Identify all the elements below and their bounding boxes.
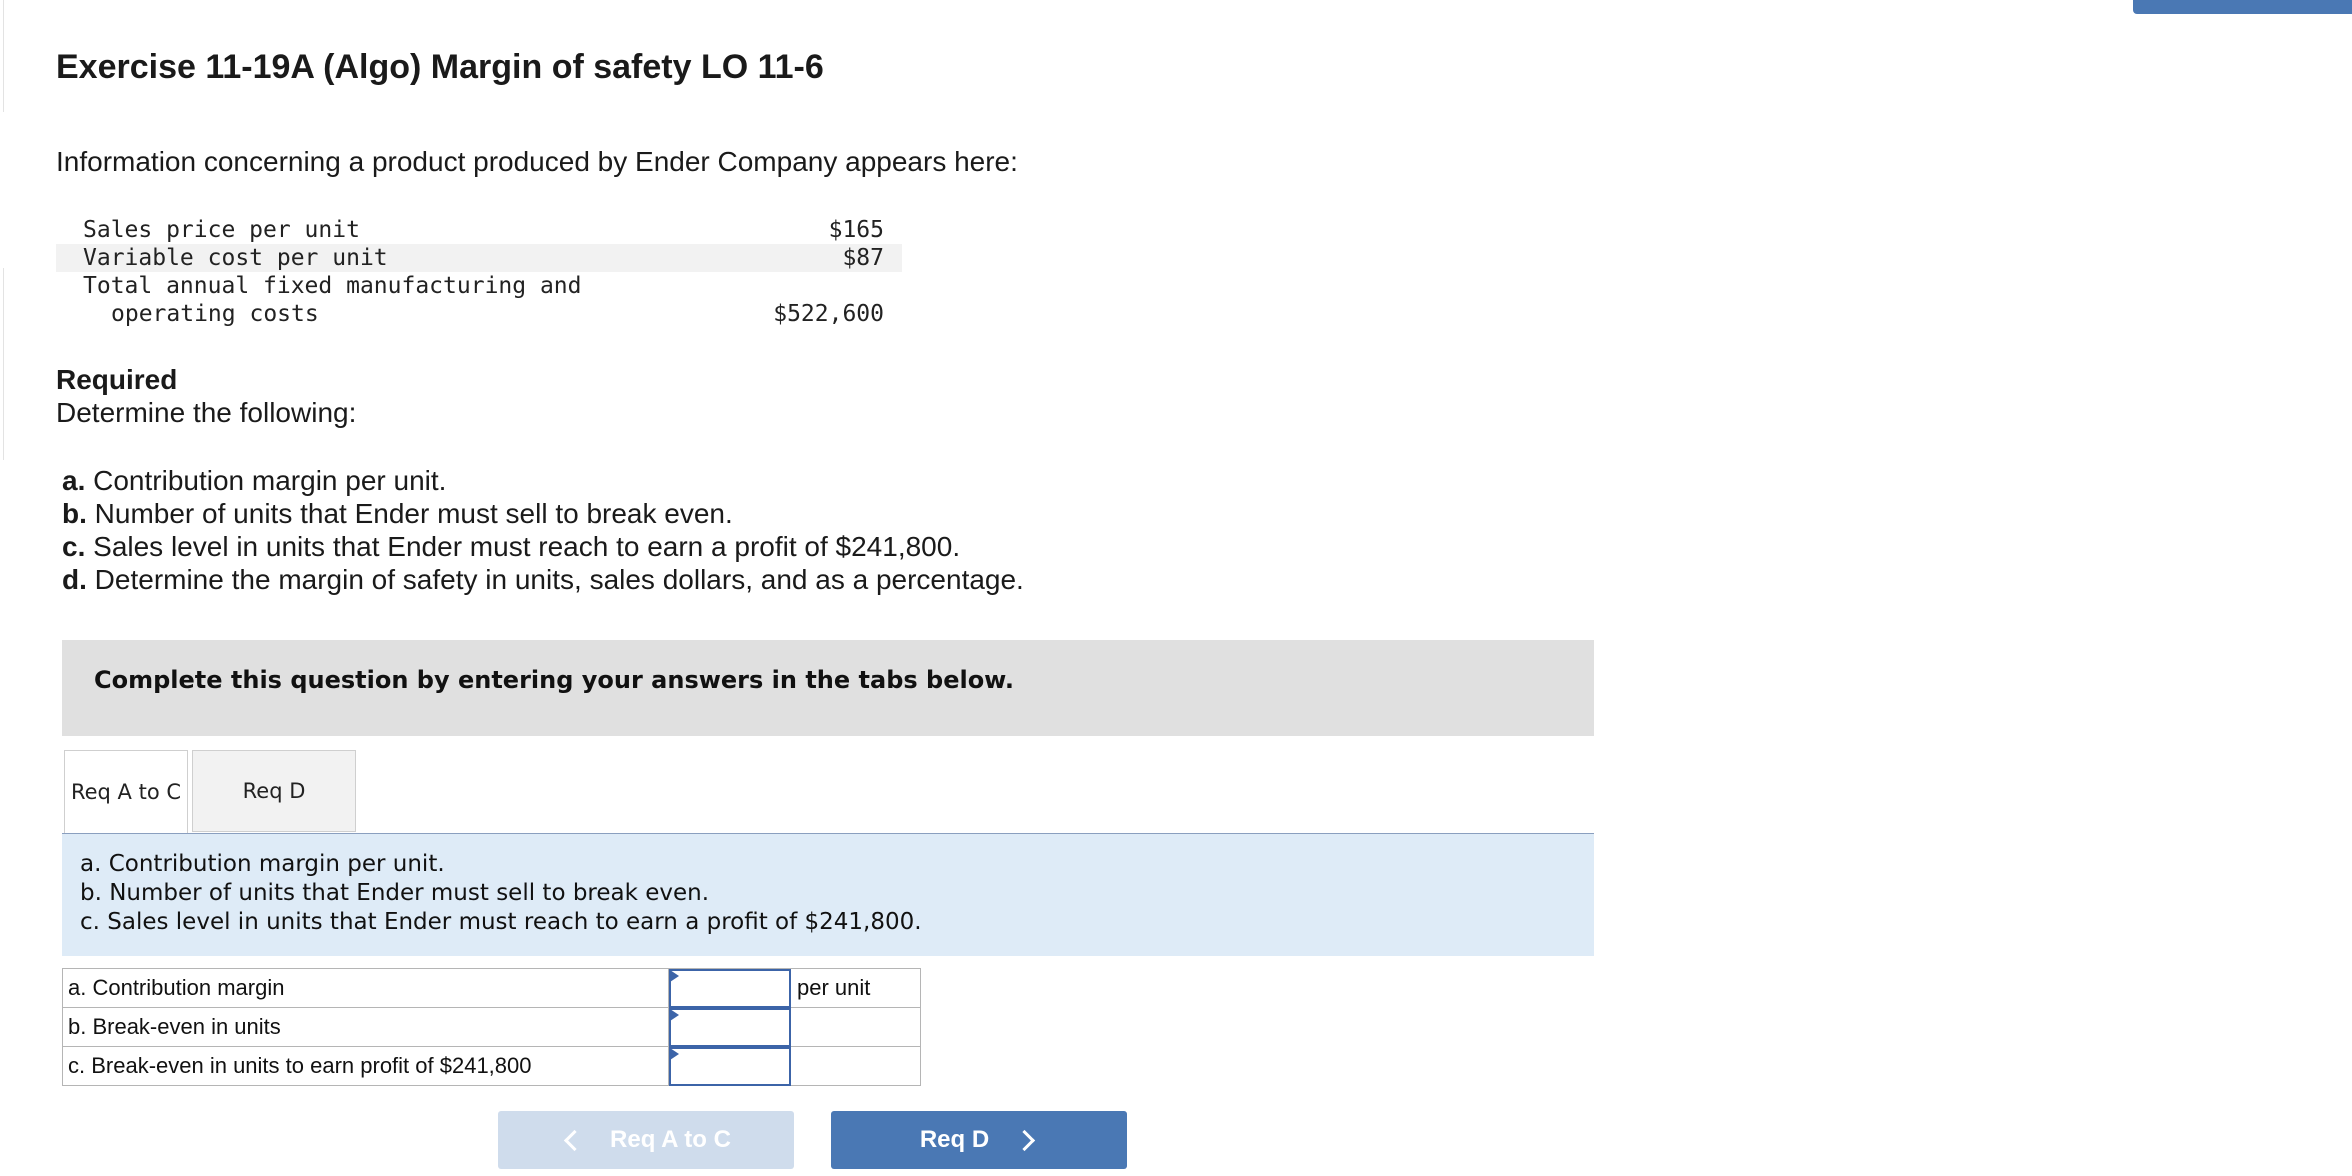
- item-letter: b.: [62, 498, 87, 529]
- tab-panel-description: [62, 834, 1594, 956]
- chevron-right-icon: [1014, 1129, 1035, 1150]
- row-label: c. Break-even in units to earn profit of $241,800: [63, 1047, 669, 1086]
- list-item: [62, 464, 1024, 497]
- answer-cell: [669, 969, 791, 1008]
- chevron-left-icon: [564, 1129, 585, 1150]
- tab-req-a-to-c[interactable]: Req A to C: [64, 750, 188, 834]
- next-button[interactable]: [831, 1111, 1127, 1169]
- prev-button-label: Req A to C: [610, 1126, 731, 1153]
- item-text: Contribution margin per unit.: [93, 465, 447, 496]
- data-label: Sales price per unit: [83, 217, 360, 243]
- data-label: Total annual fixed manufacturing and: [83, 273, 582, 299]
- tab-req-d[interactable]: Req D: [192, 750, 356, 832]
- target-profit-units-input[interactable]: [669, 1047, 791, 1086]
- break-even-units-input[interactable]: [669, 1008, 791, 1047]
- unit-label: [791, 1047, 921, 1086]
- instructions-text: Complete this question by entering your answers in the tabs below.: [94, 666, 1014, 694]
- data-row-sales-price: [56, 216, 902, 244]
- panel-line: c. Sales level in units that Ender must reach to earn a profit of $241,800.: [80, 909, 922, 935]
- contribution-margin-input[interactable]: [669, 969, 791, 1008]
- row-label: b. Break-even in units: [63, 1008, 669, 1047]
- data-row-variable-cost: [56, 244, 902, 272]
- list-item: [62, 497, 1024, 530]
- data-label-continued: operating costs: [111, 301, 319, 327]
- panel-line: a. Contribution margin per unit.: [80, 851, 445, 877]
- instructions-banner: [62, 640, 1594, 736]
- required-subheading: Determine the following:: [56, 397, 357, 428]
- unit-label: per unit: [791, 969, 921, 1008]
- item-text: Determine the margin of safety in units, sales dollars, and as a percentage.: [94, 564, 1024, 595]
- left-edge-divider: [0, 268, 4, 364]
- next-button-label: Req D: [919, 1126, 990, 1153]
- data-value: $522,600: [773, 301, 884, 327]
- left-edge-divider: [0, 364, 4, 460]
- answer-table: [62, 968, 921, 1086]
- table-row: [63, 1008, 921, 1047]
- exercise-title: Exercise 11-19A (Algo) Margin of safety LO 11-6: [56, 48, 824, 86]
- intro-text: Information concerning a product produced by Ender Company appears here:: [56, 146, 1018, 177]
- list-item: [62, 530, 1024, 563]
- panel-line: b. Number of units that Ender must sell to break even.: [80, 880, 710, 906]
- required-list: [62, 464, 1024, 596]
- required-heading: Required: [56, 364, 178, 395]
- table-row: [63, 969, 921, 1008]
- data-label: Variable cost per unit: [83, 245, 388, 271]
- table-row: [63, 1047, 921, 1086]
- item-letter: d.: [62, 564, 87, 595]
- list-item: [62, 563, 1024, 596]
- answer-cell: [669, 1008, 791, 1047]
- unit-label: [791, 1008, 921, 1047]
- prev-button[interactable]: [498, 1111, 794, 1169]
- data-row-fixed-costs: [56, 272, 902, 328]
- item-letter: a.: [62, 465, 86, 496]
- item-letter: c.: [62, 531, 86, 562]
- answer-cell: [669, 1047, 791, 1086]
- item-text: Sales level in units that Ender must reach to earn a profit of $241,800.: [93, 531, 961, 562]
- data-value: $87: [842, 245, 884, 271]
- given-data-table: [56, 216, 902, 328]
- top-right-toolbar-strip: [2133, 0, 2352, 14]
- row-label: a. Contribution margin: [63, 969, 669, 1008]
- left-edge-divider: [0, 0, 4, 112]
- item-text: Number of units that Ender must sell to break even.: [94, 498, 733, 529]
- data-value: $165: [828, 217, 884, 243]
